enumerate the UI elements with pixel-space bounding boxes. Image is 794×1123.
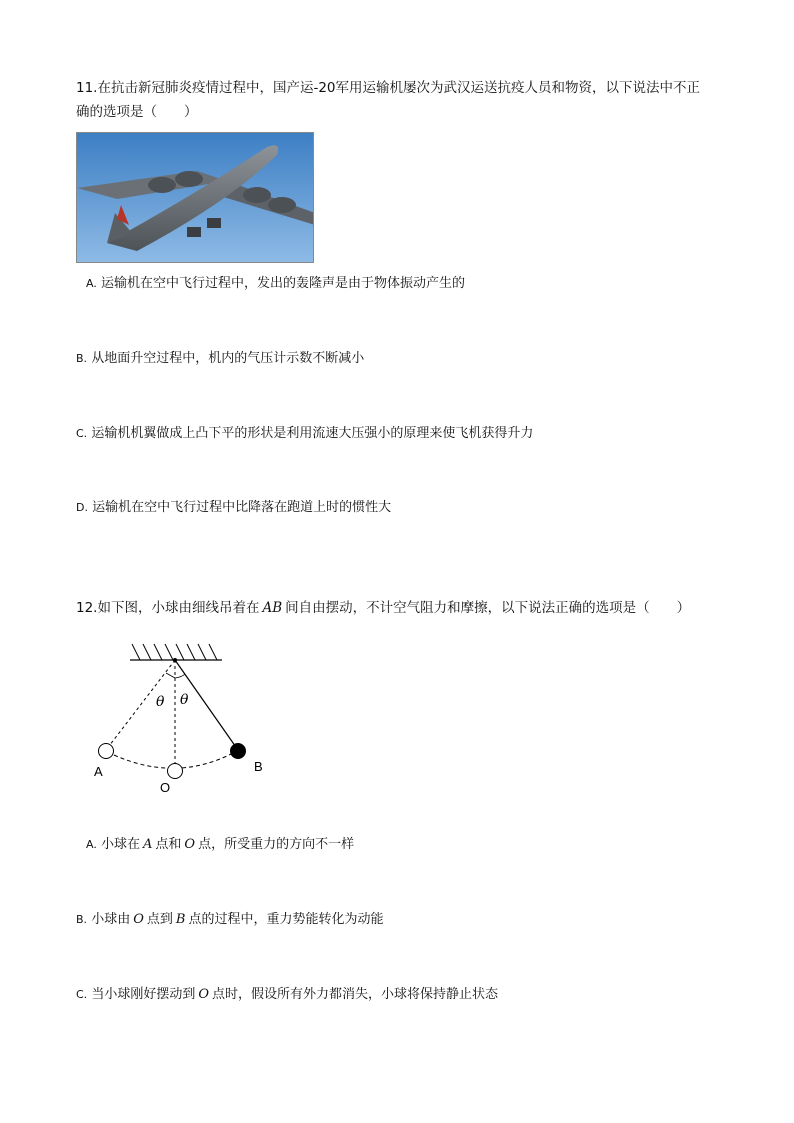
question-11-option-b[interactable] (76, 349, 364, 369)
question-12-stem-post: 间自由摆动，不计空气阻力和摩擦，以下说法正确的选项是（ ） (285, 600, 691, 616)
question-11-option-a[interactable] (86, 274, 465, 294)
option-label: A. (86, 277, 97, 290)
question-12-stem (76, 596, 726, 620)
question-12-option-a[interactable] (86, 835, 354, 855)
option-text: 运输机机翼做成上凸下平的形状是利用流速大压强小的原理来使飞机获得升力 (91, 426, 534, 441)
option-label: B. (76, 913, 88, 926)
pendulum-svg (88, 640, 278, 800)
option-label: A. (86, 838, 97, 851)
option-label: C. (76, 988, 88, 1001)
var-o: O (133, 912, 144, 927)
option-label: D. (76, 501, 88, 514)
question-12-option-b[interactable] (76, 910, 383, 930)
var-o: O (198, 987, 210, 1002)
label-o: O (160, 780, 171, 795)
option-text-mid: 点到 (146, 912, 173, 927)
question-12-stem-pre: 12.如下图，小球由细线吊着在 (76, 600, 260, 616)
var-o: O (184, 837, 196, 852)
ceiling-hatch (132, 644, 217, 660)
option-text: 运输机在空中飞行过程中比降落在跑道上时的惯性大 (92, 500, 392, 515)
plane-illustration (77, 133, 314, 263)
string-position-a (106, 660, 175, 750)
option-label: C. (76, 427, 88, 440)
ball-position-a (99, 744, 114, 759)
option-text-pre: 小球由 (91, 912, 131, 927)
question-12-option-c[interactable] (76, 985, 498, 1005)
theta-right: θ (180, 692, 189, 708)
var-ab: AB (262, 600, 283, 616)
ball-position-b (230, 743, 246, 759)
question-11-stem-line2: 确的选项是（ ） (76, 104, 198, 120)
angle-arc-left (166, 673, 175, 678)
var-b: B (175, 912, 186, 927)
question-11-stem-line1: 11.在抗击新冠肺炎疫情过程中，国产运-20军用运输机屡次为武汉运送抗疫人员和物资，以下说法中不正 (76, 80, 701, 96)
var-a: A (142, 837, 153, 852)
option-text: 运输机在空中飞行过程中，发出的轰隆声是由于物体振动产生的 (100, 276, 465, 291)
label-b: B (254, 759, 263, 774)
option-text-mid: 点和 (155, 837, 182, 852)
theta-left: θ (156, 694, 165, 710)
option-text-post: 点的过程中，重力势能转化为动能 (188, 912, 384, 927)
question-11-stem (76, 76, 726, 124)
question-11-option-d[interactable] (76, 498, 391, 518)
question-11-option-c[interactable] (76, 424, 533, 444)
option-label: B. (76, 352, 88, 365)
option-text-post: 点时，假设所有外力都消失，小球将保持静止状态 (212, 987, 499, 1002)
option-text: 从地面升空过程中，机内的气压计示数不断减小 (91, 351, 365, 366)
option-text-post: 点，所受重力的方向不一样 (198, 837, 355, 852)
option-text-pre: 小球在 (100, 837, 140, 852)
pendulum-diagram (88, 640, 278, 800)
ball-position-o (168, 764, 183, 779)
option-text-pre: 当小球刚好摆动到 (91, 987, 196, 1002)
angle-arc-right (175, 674, 185, 678)
label-a: A (94, 764, 103, 779)
transport-plane-photo (76, 132, 314, 263)
